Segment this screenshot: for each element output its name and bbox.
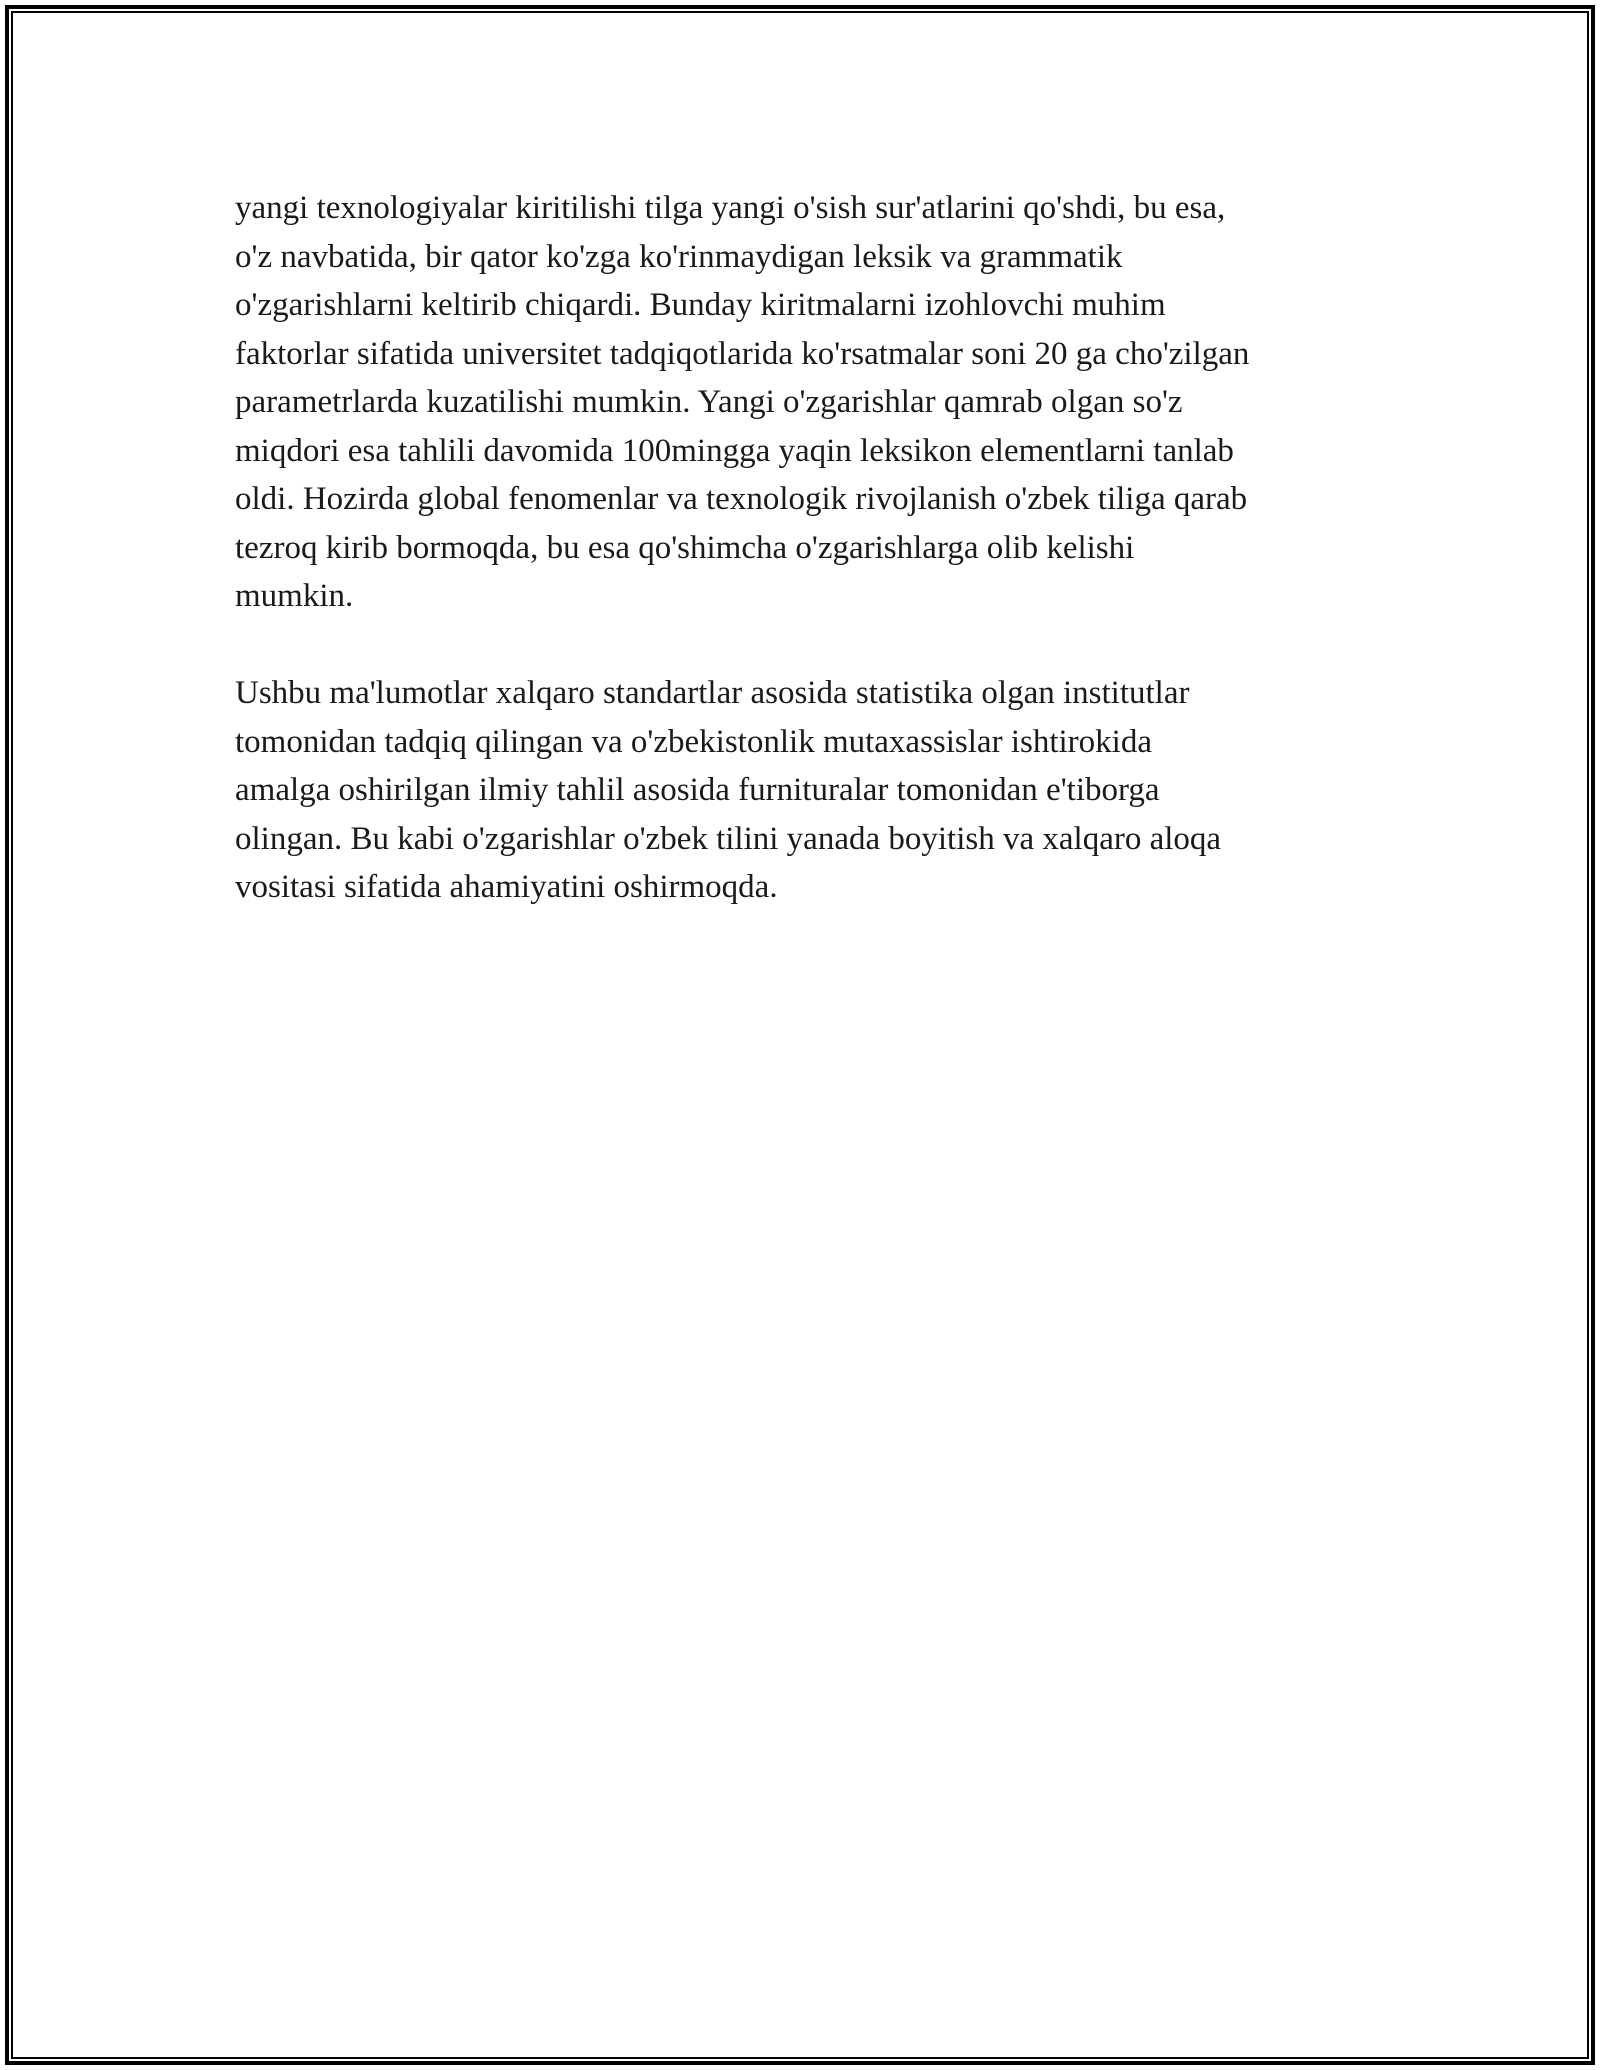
paragraph-line: faktorlar sifatida universitet tadqiqotlarida ko'rsatmalar soni 20 ga cho'zilgan — [235, 335, 1250, 372]
document-body — [235, 184, 1385, 960]
paragraph-line: yangi texnologiyalar kiritilishi tilga yangi o'sish sur'atlarini qo'shdi, bu esa, — [235, 190, 1226, 226]
paragraph-line: o'z navbatida, bir qator ko'zga ko'rinmaydigan leksik va grammatik — [235, 238, 1123, 275]
paragraph-1 — [235, 184, 1385, 621]
paragraph-line: tezroq kirib bormoqda, bu esa qo'shimcha o'zgarishlarga olib kelishi — [235, 529, 1135, 566]
paragraph-line: Ushbu ma'lumotlar xalqaro standartlar asosida statistika olgan institutlar — [235, 675, 1190, 711]
paragraph-line: mumkin. — [235, 578, 354, 614]
paragraph-2 — [235, 669, 1385, 912]
paragraph-line: parametrlarda kuzatilishi mumkin. Yangi o'zgarishlar qamrab olgan so'z — [235, 384, 1183, 420]
paragraph-line: amalga oshirilgan ilmiy tahlil asosida furnituralar tomonidan e'tiborga — [235, 772, 1160, 808]
paragraph-line: tomonidan tadqiq qilingan va o'zbekistonlik mutaxassislar ishtirokida — [235, 723, 1152, 760]
paragraph-line: olingan. Bu kabi o'zgarishlar o'zbek tilini yanada boyitish va xalqaro aloqa — [235, 820, 1222, 857]
paragraph-line: miqdori esa tahlili davomida 100mingga yaqin leksikon elementlarni tanlab — [235, 432, 1234, 469]
paragraph-line: vositasi sifatida ahamiyatini oshirmoqda. — [235, 869, 778, 905]
paragraph-line: oldi. Hozirda global fenomenlar va texnologik rivojlanish o'zbek tiliga qarab — [235, 481, 1248, 517]
paragraph-line: o'zgarishlarni keltirib chiqardi. Bunday kiritmalarni izohlovchi muhim — [235, 287, 1166, 323]
